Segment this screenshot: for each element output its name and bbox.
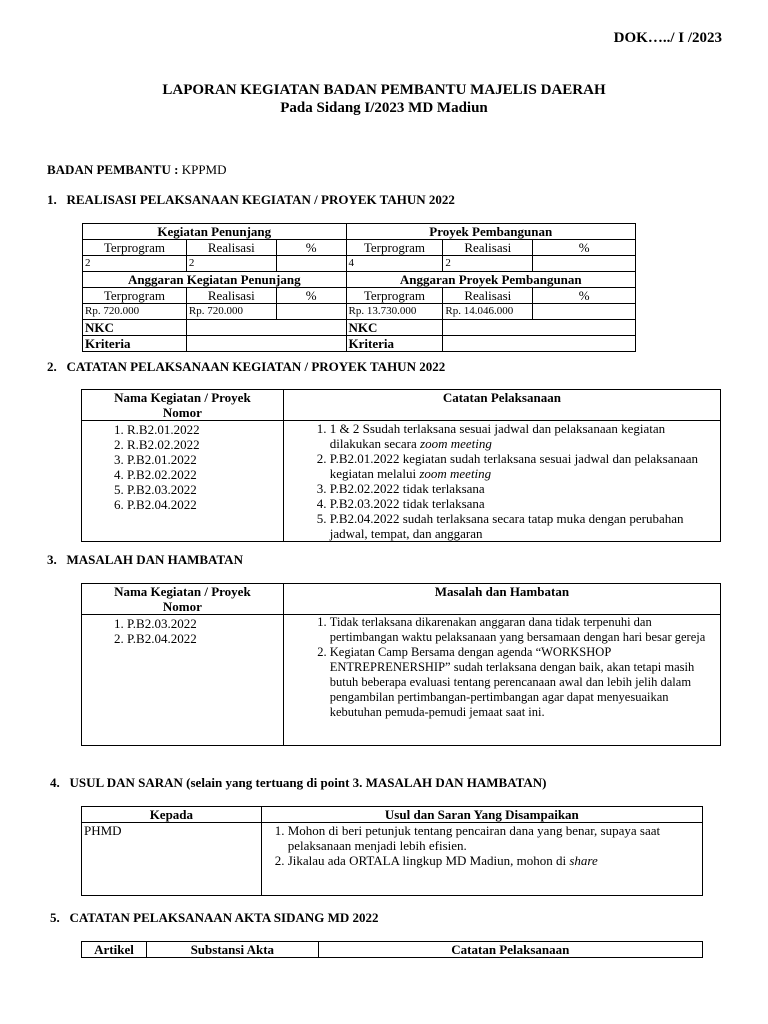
akp-percent-value	[276, 304, 346, 320]
catatan-header: Catatan Pelaksanaan	[318, 942, 702, 958]
saran-emphasis: share	[569, 853, 598, 868]
kp-percent-value	[276, 256, 346, 272]
badan-label: BADAN PEMBANTU :	[47, 162, 179, 177]
badan-value: KPPMD	[181, 162, 227, 177]
kp-realisasi-value: 2	[186, 256, 276, 272]
nkc-label: NKC	[83, 320, 187, 336]
catatan-list-cell	[283, 421, 720, 542]
list-item: 1. P.B2.03.2022	[127, 616, 281, 631]
masalah-header: Masalah dan Hambatan	[283, 584, 720, 615]
kegiatan-list-cell	[82, 615, 284, 746]
proyek-pembangunan-header: Proyek Pembangunan	[346, 224, 635, 240]
col-realisasi: Realisasi	[186, 288, 276, 304]
note-text: P.B2.04.2022 sudah terlaksana secara tatap muka dengan perubahan jadwal, tempat, dan anggaran	[329, 511, 684, 541]
list-item: 4. P.B2.02.2022	[127, 467, 281, 482]
masalah-table	[81, 583, 721, 746]
catatan-header: Catatan Pelaksanaan	[283, 390, 720, 421]
list-item: 2. P.B2.04.2022	[127, 631, 281, 646]
note-text: P.B2.02.2022 tidak terlaksana	[329, 481, 485, 496]
akp-realisasi-value: Rp. 720.000	[186, 304, 276, 320]
document-number: DOK…../ I /2023	[613, 30, 722, 46]
table-row	[82, 807, 703, 823]
kriteria-label: Kriteria	[83, 336, 187, 352]
report-title: LAPORAN KEGIATAN BADAN PEMBANTU MAJELIS DAERAH	[162, 82, 606, 98]
col-realisasi: Realisasi	[443, 288, 533, 304]
col-realisasi: Realisasi	[443, 240, 533, 256]
col-terprogram: Terprogram	[346, 288, 443, 304]
note-text: P.B2.03.2022 tidak terlaksana	[329, 496, 485, 511]
anggaran-kp-header: Anggaran Kegiatan Penunjang	[83, 272, 347, 288]
list-item	[330, 421, 718, 451]
masalah-list	[286, 615, 718, 720]
note-emphasis: zoom meeting	[420, 436, 492, 451]
table-row	[83, 224, 636, 240]
kegiatan-penunjang-header: Kegiatan Penunjang	[83, 224, 347, 240]
saran-list	[264, 823, 700, 868]
nkc-label: NKC	[346, 320, 443, 336]
col-percent: %	[533, 288, 636, 304]
list-item	[288, 823, 700, 853]
section3-heading: 3. MASALAH DAN HAMBATAN	[47, 552, 243, 567]
pp-terprogram-value: 4	[346, 256, 443, 272]
kepada-value: PHMD	[82, 823, 262, 896]
note-emphasis: zoom meeting	[419, 466, 492, 481]
app-percent-value	[533, 304, 636, 320]
pp-percent-value	[533, 256, 636, 272]
section5-heading: 5. CATATAN PELAKSANAAN AKTA SIDANG MD 2022	[50, 910, 379, 925]
list-item: 3. P.B2.01.2022	[127, 452, 281, 467]
col-percent: %	[533, 240, 636, 256]
table-row	[82, 390, 721, 421]
list-item: 5. P.B2.03.2022	[127, 482, 281, 497]
nama-kegiatan-header	[82, 584, 284, 615]
table-row	[82, 421, 721, 542]
table-row	[83, 256, 636, 272]
kriteria-kp-value	[186, 336, 346, 352]
col-percent: %	[276, 240, 346, 256]
nkc-pp-value	[443, 320, 636, 336]
list-item	[330, 511, 718, 541]
substansi-header: Substansi Akta	[146, 942, 318, 958]
catatan-table	[81, 389, 721, 542]
artikel-header: Artikel	[82, 942, 147, 958]
list-item	[330, 451, 718, 481]
header-line: Nama Kegiatan / Proyek	[114, 390, 251, 405]
list-item: 1. Tidak terlaksana dikarenakan anggaran dana tidak terpenuhi dan pertimbangan waktu pelaksanaan yang bersamaan dengan hari besar gereja	[330, 615, 718, 645]
table-row	[82, 584, 721, 615]
badan-pembantu	[47, 162, 227, 178]
note-text: P.B2.01.2022 kegiatan sudah terlaksana sesuai jadwal dan pelaksanaan kegiatan melalui	[329, 451, 699, 481]
table-row	[82, 823, 703, 896]
nama-kegiatan-header	[82, 390, 284, 421]
col-realisasi: Realisasi	[186, 240, 276, 256]
section1-heading: 1. REALISASI PELAKSANAAN KEGIATAN / PROYEK TAHUN 2022	[47, 192, 455, 207]
list-item: 6. P.B2.04.2022	[127, 497, 281, 512]
list-item	[330, 481, 718, 496]
section2-heading: 2. CATATAN PELAKSANAAN KEGIATAN / PROYEK TAHUN 2022	[47, 359, 446, 374]
kp-terprogram-value: 2	[83, 256, 187, 272]
list-item: 1. R.B2.01.2022	[127, 422, 281, 437]
list-item: 2. R.B2.02.2022	[127, 437, 281, 452]
col-terprogram: Terprogram	[346, 240, 443, 256]
note-text: 1 & 2 Ssudah terlaksana sesuai jadwal dan pelaksanaan kegiatan dilakukan secara	[329, 421, 666, 451]
kepada-header: Kepada	[82, 807, 262, 823]
masalah-list-cell	[283, 615, 720, 746]
kegiatan-list	[84, 422, 281, 512]
kegiatan-list	[84, 616, 281, 646]
table-row	[82, 615, 721, 746]
saran-list-cell	[261, 823, 702, 896]
table-row	[82, 942, 703, 958]
saran-text: Jikalau ada ORTALA lingkup MD Madiun, mohon di	[287, 853, 570, 868]
table-row	[83, 304, 636, 320]
kriteria-pp-value	[443, 336, 636, 352]
catatan-list	[286, 421, 718, 541]
akp-terprogram-value: Rp. 720.000	[83, 304, 187, 320]
table-row	[83, 336, 636, 352]
pp-realisasi-value: 2	[443, 256, 533, 272]
table-row	[83, 272, 636, 288]
col-terprogram: Terprogram	[83, 288, 187, 304]
usul-saran-table	[81, 806, 703, 896]
kegiatan-list-cell	[82, 421, 284, 542]
app-realisasi-value: Rp. 14.046.000	[443, 304, 533, 320]
list-item: 2. Kegiatan Camp Bersama dengan agenda “WORKSHOP ENTREPRENERSHIP” sudah terlaksana dengan baik, akan tetapi masih butuh beberapa evaluasi tentang perencanaan awal dan lebih jelih dalam pengambilan pertimbangan-pertimbangan agar dapat menyesuaikan kebutuhan pemuda-pemudi jemaat saat ini.	[330, 645, 718, 720]
saran-text: Mohon di beri petunjuk tentang pencairan dana yang benar, supaya saat pelaksanaan menjadi lebih efisien.	[287, 823, 661, 853]
nkc-kp-value	[186, 320, 346, 336]
akta-table	[81, 941, 703, 958]
section4-heading: 4. USUL DAN SARAN (selain yang tertuang di point 3. MASALAH DAN HAMBATAN)	[50, 775, 547, 790]
header-line: Nama Kegiatan / Proyek	[114, 584, 251, 599]
list-item	[288, 853, 700, 868]
table-row	[83, 320, 636, 336]
realisasi-table	[82, 223, 636, 352]
kriteria-label: Kriteria	[346, 336, 443, 352]
report-subtitle: Pada Sidang I/2023 MD Madiun	[280, 100, 488, 116]
table-row	[83, 288, 636, 304]
list-item	[330, 496, 718, 511]
col-terprogram: Terprogram	[83, 240, 187, 256]
usul-saran-header: Usul dan Saran Yang Disampaikan	[261, 807, 702, 823]
header-line: Nomor	[162, 405, 202, 420]
table-row	[83, 240, 636, 256]
app-terprogram-value: Rp. 13.730.000	[346, 304, 443, 320]
col-percent: %	[276, 288, 346, 304]
anggaran-pp-header: Anggaran Proyek Pembangunan	[346, 272, 635, 288]
header-line: Nomor	[162, 599, 202, 614]
